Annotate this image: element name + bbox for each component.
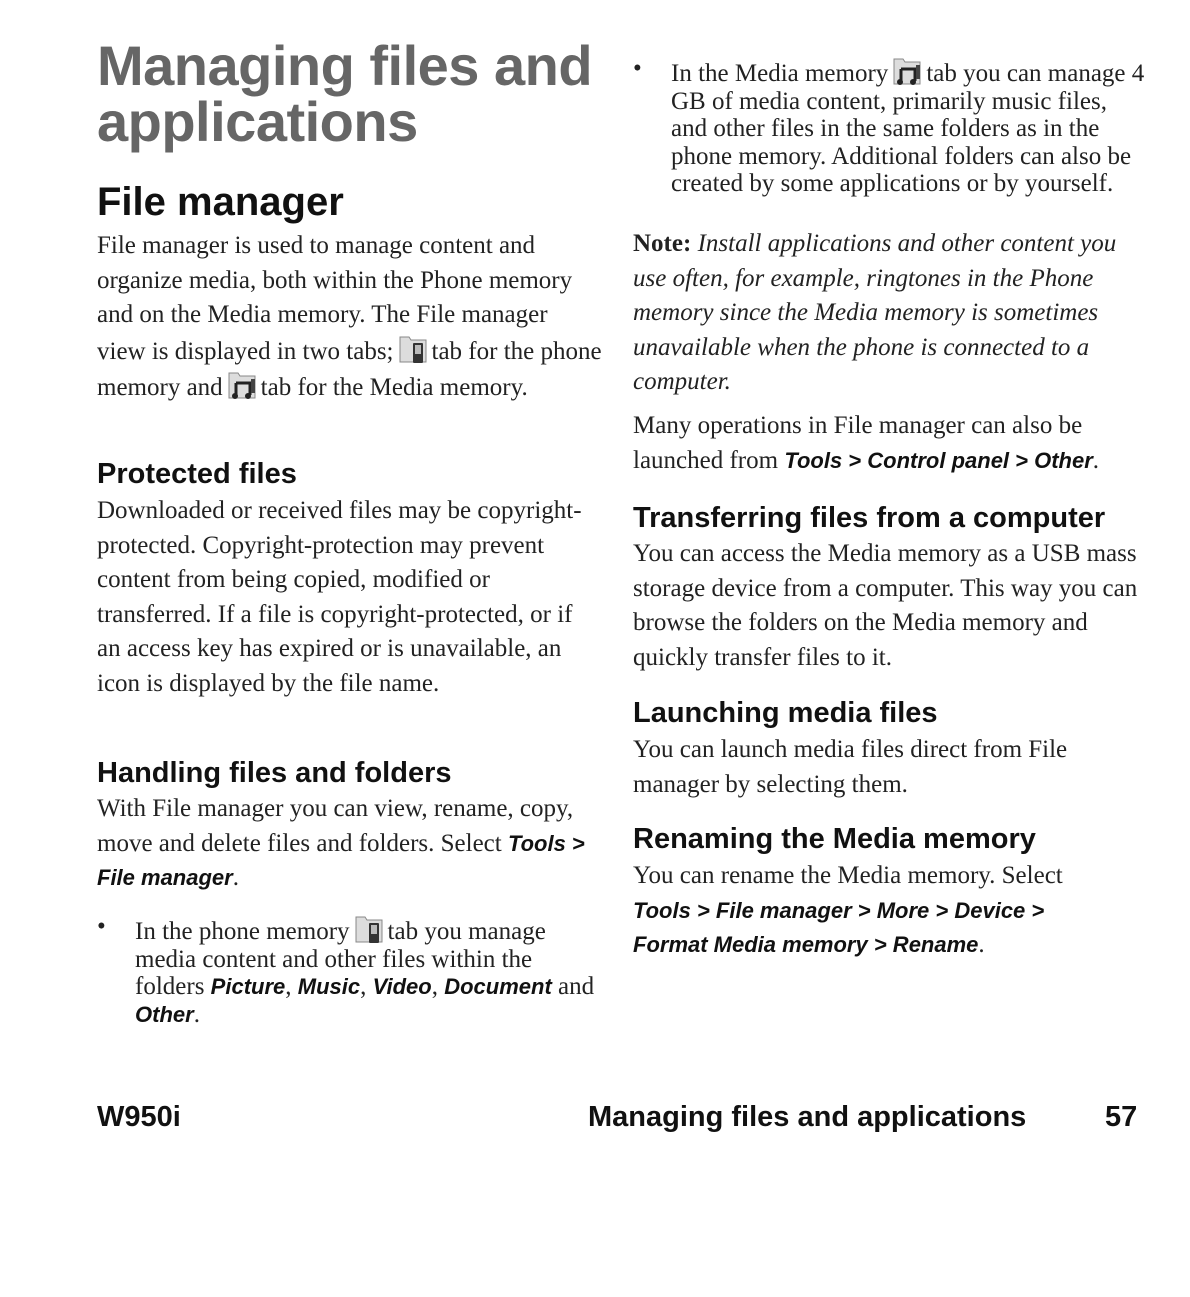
footer-page-number: 57 <box>1105 1101 1138 1133</box>
many-ops: Many operations in File manager can also be launched from Tools > Control panel > Other. <box>633 412 1100 474</box>
media-memory-icon <box>892 55 922 87</box>
bullet: • <box>97 913 106 940</box>
handling-heading: Handling files and folders <box>97 757 452 789</box>
bullet-text: tab you manage media content and other files within the folders <box>135 918 546 1000</box>
bullet-phone-memory: • In the phone memory tab you manage media content and other files within the folders Picture, Music, Video, Document and Other. <box>97 913 595 1028</box>
bullet-text: In the Media memory <box>671 60 889 87</box>
transferring-body: You can access the Media memory as a USB mass storage device from a computer. This way you can browse the folders on the Media memory and quickly transfer files to it. <box>633 540 1138 671</box>
transferring-heading: Transferring files from a computer <box>633 502 1106 534</box>
renaming-heading: Renaming the Media memory <box>633 823 1036 855</box>
folder-name: Other <box>135 1001 194 1027</box>
file-manager-intro <box>97 229 602 406</box>
menu-path: Tools > File manager <box>97 830 585 890</box>
bullet-text: tab you can manage 4 GB of media content, primarily music files, and other files in the same folders as in the phone memory. Additional folders can also be created by some applications or by yourself. <box>671 60 1145 197</box>
footer-model: W950i <box>97 1101 181 1133</box>
folder-name: Music <box>297 974 361 999</box>
protected-files-body: Downloaded or received files may be copyright-protected. Copyright-protection may prevent content from being copied, modified or transferred. If a file is copyright-protected, or if an access key has expired or is unavailable, an icon is displayed by the file name. <box>97 497 582 697</box>
launching-body: You can launch media files direct from File manager by selecting them. <box>633 736 1068 798</box>
phone-memory-icon <box>354 913 384 945</box>
page-title <box>97 34 617 153</box>
renaming-body: You can rename the Media memory. Select Tools > File manager > More > Device > Format Media memory > Rename. <box>633 862 1063 958</box>
media-memory-icon <box>227 369 257 401</box>
intro-text: tab for the phone memory and <box>97 337 602 401</box>
protected-files-heading: Protected files <box>97 458 297 490</box>
file-manager-heading: File manager <box>97 180 344 224</box>
footer-section: Managing files and applications <box>588 1101 1027 1133</box>
renaming-text: You can rename the Media memory. Select <box>633 862 1063 889</box>
folder-name: Document <box>444 974 552 999</box>
phone-memory-icon <box>398 333 428 365</box>
bullet-text: and <box>558 973 595 1000</box>
bullet-media-memory <box>633 55 1146 198</box>
menu-path: Tools > Control panel > Other <box>784 447 1093 473</box>
folder-name: Video <box>372 974 432 999</box>
launching-heading: Launching media files <box>633 697 938 729</box>
bullet: • <box>633 55 642 82</box>
title-line-2: applications <box>97 90 418 153</box>
note-label: Note: <box>633 230 692 257</box>
handling-body: With File manager you can view, rename, copy, move and delete files and folders. Select Tools > File manager. <box>97 795 585 891</box>
bullet-text: In the phone memory <box>135 918 350 945</box>
intro-text: tab for the Media memory. <box>260 374 528 401</box>
note <box>633 227 1133 400</box>
menu-path: Tools > File manager > More > Device > Format Media memory > Rename <box>633 897 1045 957</box>
many-ops-text: Many operations in File manager can also be launched from <box>633 412 1083 474</box>
intro-text: File manager is used to manage content and organize media, both within the Phone memory and on the Media memory. The File manager view is displayed in two tabs; <box>97 232 573 365</box>
title-line-1: Managing files and <box>97 34 593 97</box>
note-text: Install applications and other content you use often, for example, ringtones in the Phone memory since the Media memory is sometimes unavailable when the phone is connected to a computer. <box>633 230 1117 395</box>
handling-text: With File manager you can view, rename, copy, move and delete files and folders. Select <box>97 795 574 857</box>
folder-name: Picture <box>210 974 286 999</box>
